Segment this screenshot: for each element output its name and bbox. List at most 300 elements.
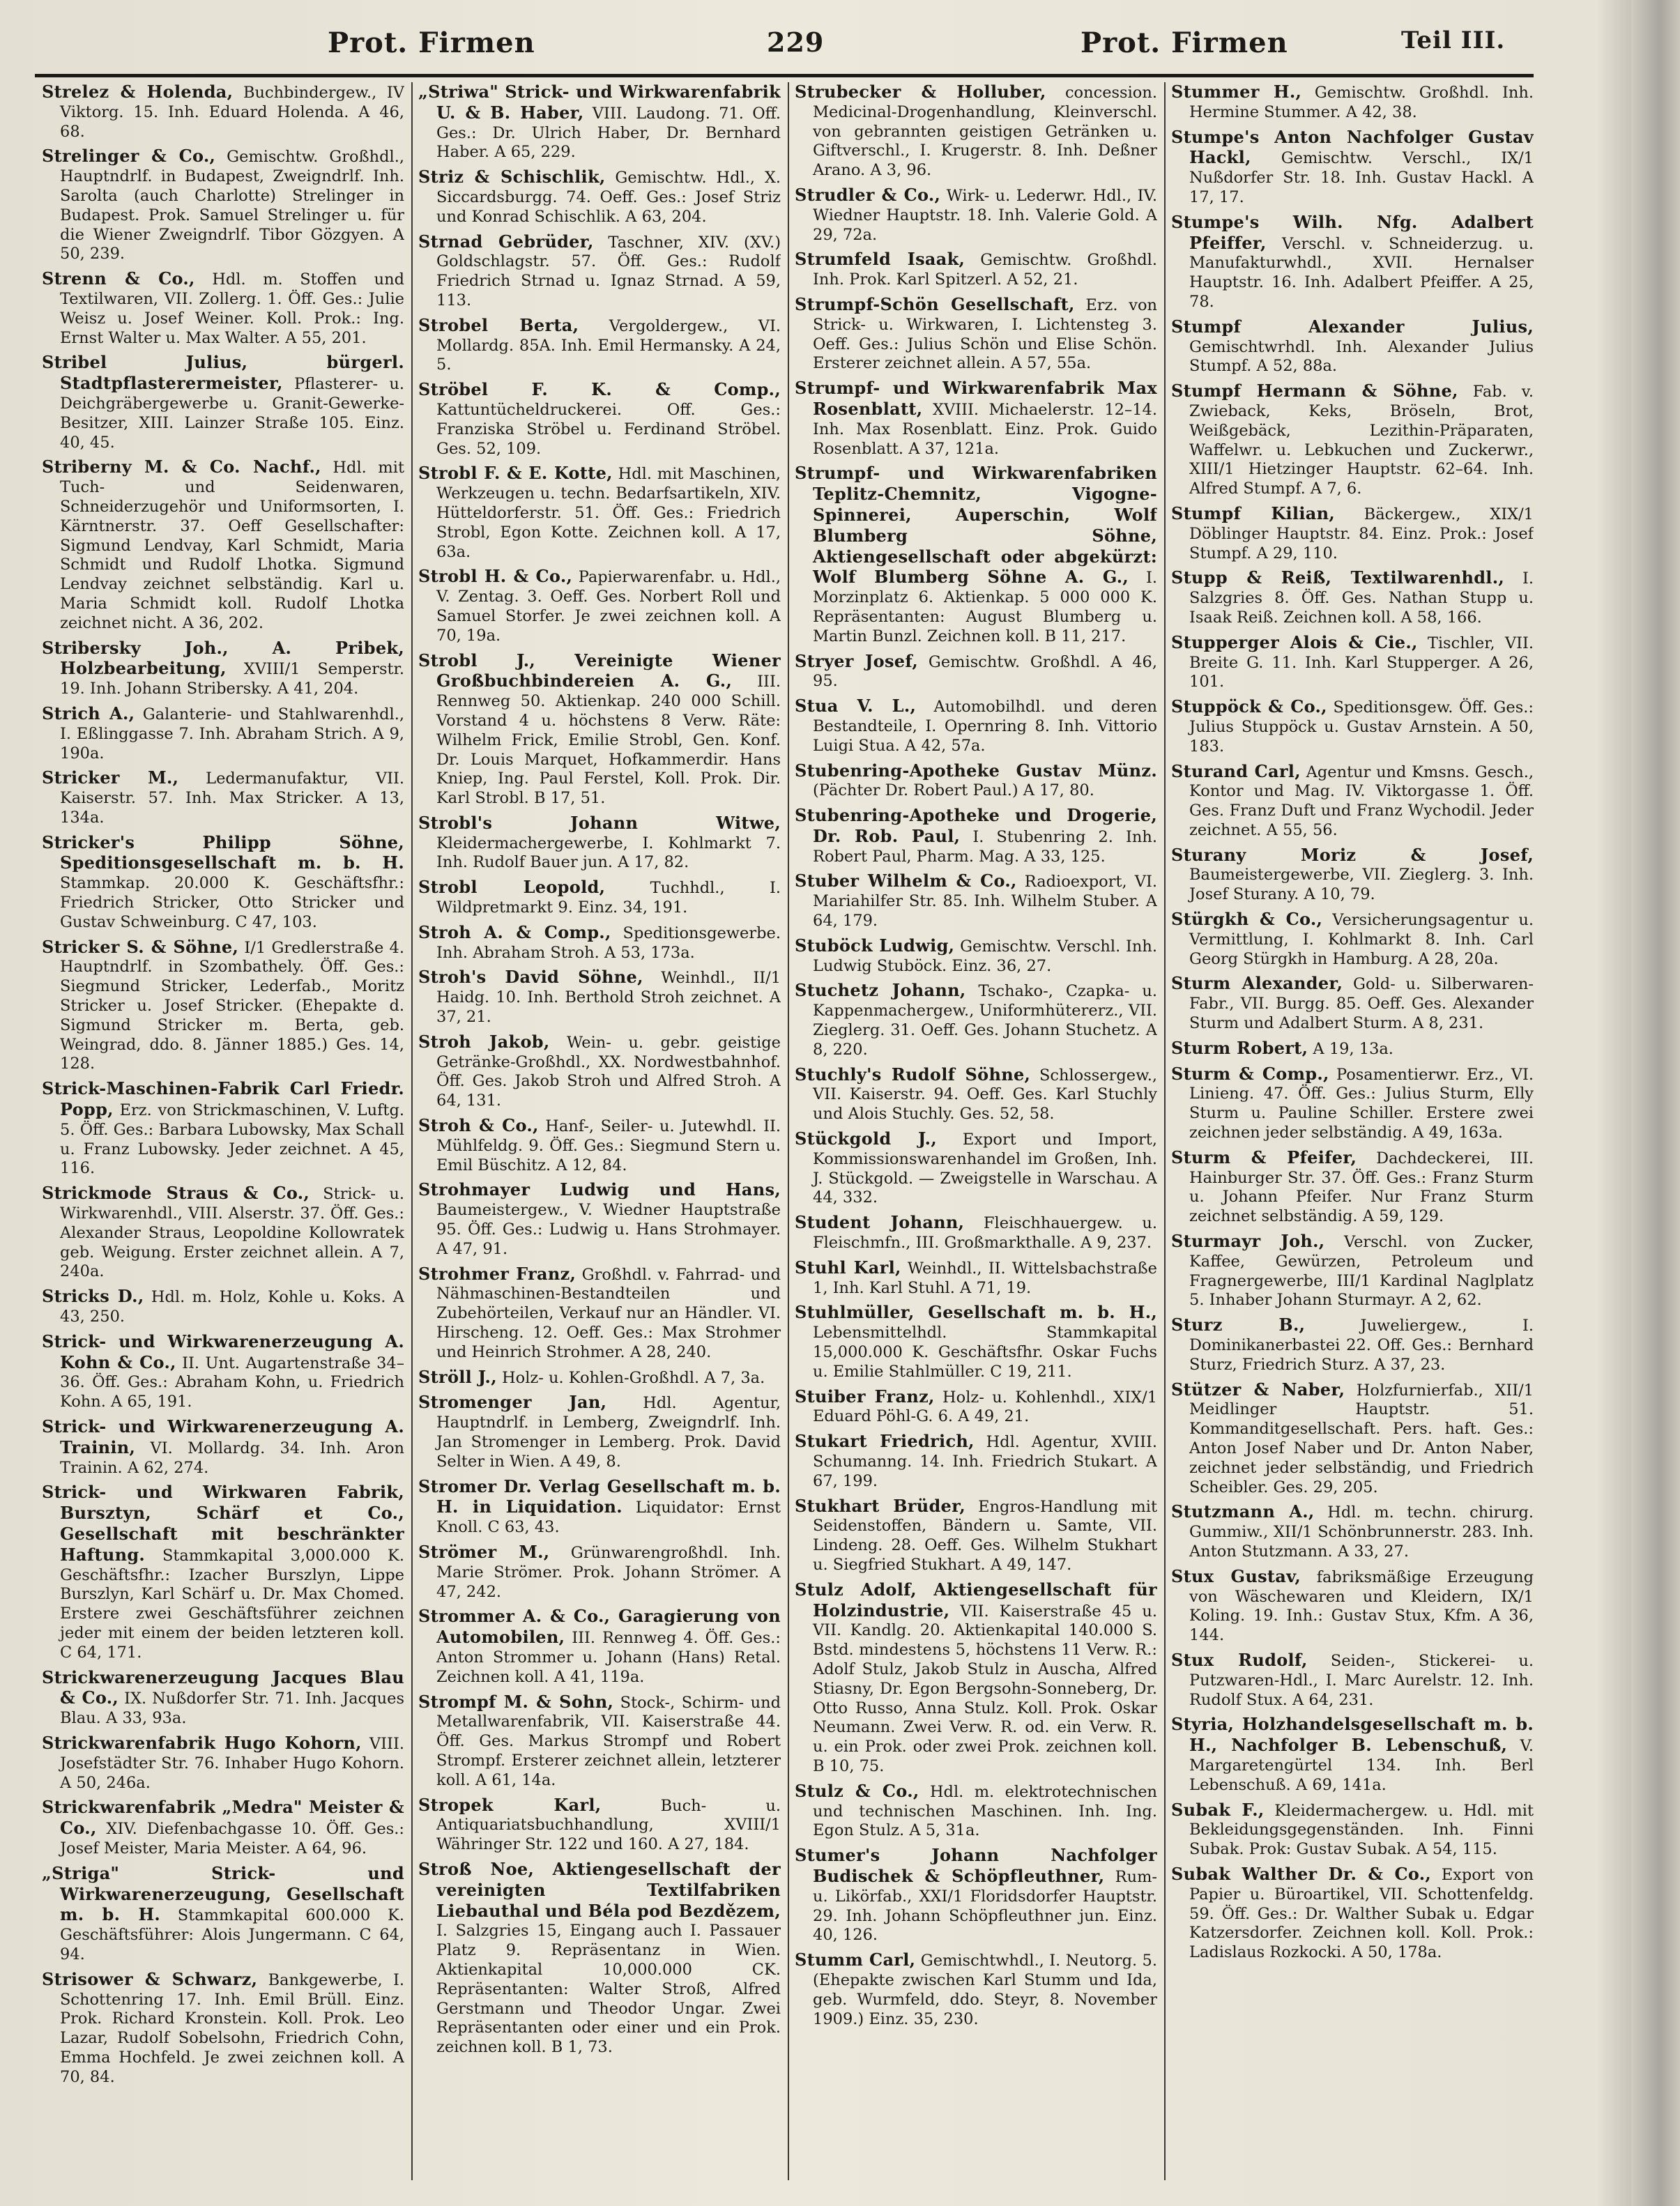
firm-details: Hdl. Agentur, Hauptndrlf. in Lemberg, Zweigndrlf. Inh. Jan Stromenger in Lemberg. Prok. David Selter in Wien. A 49, 8. xyxy=(436,1394,781,1471)
firm-details: Schlossergew., VII. Kaiserstr. 94. Oeff. Ges. Karl Stuchly und Alois Stuchly. Ges. 52, 58. xyxy=(813,1066,1157,1124)
firm-name: „Striwa" Strick- und Wirkwarenfabrik U. & B. Haber, xyxy=(418,82,781,123)
page-number: 229 xyxy=(767,26,825,58)
directory-entry xyxy=(1171,1232,1534,1310)
directory-entry xyxy=(1171,1039,1534,1059)
firm-details: Liquidator: Ernst Knoll. C 63, 43. xyxy=(436,1499,781,1537)
firm-name: Stryer Josef, xyxy=(795,650,919,671)
firm-details: I. Salzgries 15, Eingang auch I. Passauer Platz 9. Repräsentanz in Wien. Aktienkapital 10,000.000 CK. Repräsentanten: Walter Stroß, Alfred Gerstmann und Theodor Ungar. Zwei Repräsentanten oder einer und ein Prok. zeichnen koll. B 1, 73. xyxy=(436,1922,781,2057)
firm-name: Strobl J., Vereinigte Wiener Großbuchbindereien A. G., xyxy=(418,650,781,691)
firm-details: Speditionsgew. Öff. Ges.: Julius Stuppöck u. Gustav Arnstein. A 50, 183. xyxy=(1189,698,1534,756)
firm-name: Strelinger & Co., xyxy=(42,146,216,167)
firm-name: Stroh's David Söhne, xyxy=(418,967,643,988)
directory-entry xyxy=(795,1387,1157,1427)
directory-entry xyxy=(795,1950,1157,2029)
directory-entry xyxy=(42,1417,404,1478)
directory-entry xyxy=(795,250,1157,290)
firm-name: Stummer H., xyxy=(1171,82,1302,102)
firm-name: Stukart Friedrich, xyxy=(795,1431,975,1452)
directory-entry xyxy=(418,464,781,562)
firm-details: VIII. Laudong. 71. Off. Ges.: Dr. Ulrich Haber, Dr. Bernhard Haber. A 65, 229. xyxy=(436,104,781,162)
firm-name: Stulz & Co., xyxy=(795,1780,919,1801)
firm-name: Stroß Noe, Aktiengesellschaft der vereinigten Textilfabriken Liebauthal und Béla pod Bezdězem, xyxy=(418,1858,781,1921)
firm-details: Buch- u. Antiquariatsbuchhandlung, XVIII/1 Währinger Str. 122 und 160. A 27, 184. xyxy=(436,1796,781,1854)
firm-name: Stuiber Franz, xyxy=(795,1386,935,1407)
directory-entry xyxy=(795,464,1157,646)
firm-details: Hdl. m. techn. chirurg. Gummiw., XII/1 Schönbrunnerstr. 283. Inh. Anton Stutzmann. A 33, 27. xyxy=(1189,1503,1534,1561)
firm-name: Strickmode Straus & Co., xyxy=(42,1183,310,1204)
directory-entry xyxy=(42,1970,404,2088)
firm-name: Strich A., xyxy=(42,703,135,723)
firm-name: Strickwarenerzeugung Jacques Blau & Co., xyxy=(42,1667,404,1708)
firm-name: Strohmayer Ludwig und Hans, xyxy=(418,1179,781,1200)
directory-entry xyxy=(795,806,1157,866)
directory-entry xyxy=(42,1864,404,1965)
firm-details: Kleidermachergew. u. Hdl. mit Bekleidungsgegenständen. Inh. Finni Subak. Prok: Gustav Subak. A 54, 115. xyxy=(1189,1801,1534,1859)
firm-details: Engros-Handlung mit Seidenstoffen, Bändern u. Samte, VII. Lindeng. 28. Oeff. Ges. Wilhelm Stukhart u. Siegfried Stukhart. A 49, 147. xyxy=(813,1497,1157,1574)
directory-entry xyxy=(1171,697,1534,756)
directory-entry xyxy=(42,768,404,827)
firm-details: Kattuntücheldruckerei. Off. Ges.: Franziska Ströbel u. Ferdinand Ströbel. Ges. 52, 109. xyxy=(436,400,781,458)
firm-details: Erz. von Strick- u. Wirkwaren, I. Lichtensteg 3. Oeff. Ges.: Julius Schön und Elise Schön. Ersterer zeichnet allein. A 57, 55a. xyxy=(813,296,1157,373)
firm-name: Stumm Carl, xyxy=(795,1950,916,1970)
firm-name: Strick- und Wirkwarenerzeugung A. Trainin, xyxy=(42,1416,404,1457)
firm-name: Stückgold J., xyxy=(795,1128,937,1149)
firm-details: Holzfurnierfab., XII/1 Meidlinger Hauptstr. 51. Kommanditgesellschaft. Pers. haft. Ges.: Anton Josef Naber und Dr. Anton Naber, zeichnet jeder selbständig, und Friedrich Scheibler. Ges. 29, 205. xyxy=(1189,1381,1534,1496)
firm-name: Stupperger Alois & Cie., xyxy=(1171,631,1418,652)
firm-details: concession. Medicinal-Drogenhandlung, Kleinverschl. von gebrannten geistigen Getränken u. Giftverschl., I. Krugerstr. 8. Inh. Deßner Arano. A 3, 96. xyxy=(813,84,1157,180)
firm-name: Stumpf Kilian, xyxy=(1171,503,1335,523)
page-edge xyxy=(1631,0,1680,2206)
directory-entry xyxy=(42,1733,404,1793)
firm-details: Baumeistergew., V. Wiedner Hauptstraße 95. Öff. Ges.: Ludwig u. Hans Strohmayer. A 47, 91. xyxy=(436,1201,781,1258)
column-3 xyxy=(795,82,1157,2180)
directory-entry xyxy=(418,1860,781,2058)
directory-entry xyxy=(795,82,1157,181)
firm-details: Taschner, XIV. (XV.) Goldschlagstr. 57. Öff. Ges.: Rudolf Friedrich Strnad u. Ignaz Strnad. A 59, 113. xyxy=(436,233,781,309)
directory-entry xyxy=(418,167,781,227)
column-2 xyxy=(418,82,781,2180)
firm-name: Strobl F. & E. Kotte, xyxy=(418,463,613,484)
firm-details: Vergoldergew., VI. Mollardg. 85A. Inh. Emil Hermansky. A 24, 5. xyxy=(436,316,781,374)
directory-entry xyxy=(418,967,781,1027)
firm-details: fabriksmäßige Erzeugung von Wäschewaren und Kleidern, IX/1 Koling. 19. Inh.: Gustav Stux, Kfm. A 36, 144. xyxy=(1189,1568,1534,1645)
firm-details: Stock-, Schirm- und Metallwarenfabrik, VII. Kaiserstraße 44. Öff. Ges. Markus Strompf und Robert Strompf. Ersterer zeichnet allein, letzterer koll. A 61, 14a. xyxy=(436,1693,781,1789)
firm-details: Kleidermachergewerbe, I. Kohlmarkt 7. Inh. Rudolf Bauer jun. A 17, 82. xyxy=(436,834,781,872)
firm-details: Gemischtw. Hdl., X. Siccardsburgg. 74. Oeff. Ges.: Josef Striz und Konrad Schischlik. A 63, 204. xyxy=(436,169,781,226)
firm-details: I. Stubenring 2. Inh. Robert Paul, Pharm. Mag. A 33, 125. xyxy=(813,827,1157,866)
firm-details: Export und Import, Kommissionswarenhandel im Großen, Inh. J. Stückgold. — Zweigstelle in Warschau. A 44, 332. xyxy=(813,1131,1157,1207)
firm-name: Stuber Wilhelm & Co., xyxy=(795,871,1017,891)
firm-name: Strenn & Co., xyxy=(42,268,195,289)
firm-name: Stroh Jakob, xyxy=(418,1031,550,1052)
firm-name: Striberny M. & Co. Nachf., xyxy=(42,457,321,477)
directory-entry xyxy=(795,696,1157,756)
firm-name: Sturm Alexander, xyxy=(1171,973,1343,994)
firm-name: Stumpe's Anton Nachfolger Gustav Hackl, xyxy=(1171,126,1534,168)
column-divider xyxy=(788,82,789,2180)
directory-entry xyxy=(418,1393,781,1471)
firm-details: Rum- u. Likörfab., XXI/1 Floridsdorfer Hauptstr. 29. Inh. Johann Schöpfleuthner jun. Einz. 40, 126. xyxy=(813,1867,1157,1945)
firm-name: Stua V. L., xyxy=(795,696,917,717)
directory-entry xyxy=(795,1129,1157,1208)
firm-details: Lebensmittelhdl. Stammkapital 15,000.000 K. Geschäftsfhr. Oskar Fuchs u. Emilie Stahlmüller. C 19, 211. xyxy=(813,1324,1157,1381)
directory-entry xyxy=(795,1065,1157,1124)
firm-name: Strobl H. & Co., xyxy=(418,566,573,587)
directory-entry xyxy=(795,652,1157,692)
firm-details: A 19, 13a. xyxy=(1313,1039,1393,1058)
firm-name: Stubenring-Apotheke Gustav Münz. xyxy=(795,760,1157,781)
directory-entry xyxy=(418,1477,781,1538)
firm-name: Strompf M. & Sohn, xyxy=(418,1691,614,1712)
firm-name: Strumpf-Schön Gesellschaft, xyxy=(795,293,1075,314)
firm-details: Hdl. mit Maschinen, Werkzeugen u. techn. Bedarfsartikeln, XIV. Hütteldorferstr. 51. Öff. Ges.: Friedrich Strobl, Egon Kotte. Zeichnen koll. A 17, 63a. xyxy=(436,465,781,561)
firm-details: Bankgewerbe, I. Schottenring 17. Inh. Emil Brüll. Einz. Prok. Richard Kronstein. Koll. Prok. Leo Lazar, Rudolf Sobelsohn, Friedrich Cohn, Emma Hochfeld. Je zwei zeichnen koll. A 70, 84. xyxy=(60,1970,404,2086)
directory-entry xyxy=(42,269,404,348)
directory-entry xyxy=(42,353,404,452)
firm-name: Strumfeld Isaak, xyxy=(795,249,965,270)
directory-entry xyxy=(42,1483,404,1662)
firm-details: Export von Papier u. Büroartikel, VII. Schottenfeldg. 59. Öff. Ges.: Dr. Walther Subak u. Edgar Katzersdorfer. Zeichnen koll. Koll. Prok.: Ladislaus Rozkocki. A 50, 178a. xyxy=(1189,1865,1534,1962)
directory-entry xyxy=(1171,381,1534,499)
firm-details: I. Morzinplatz 6. Aktienkap. 5 000 000 K. Repräsentanten: August Blumberg u. Martin Bunzl. Zeichnen koll. B 11, 217. xyxy=(813,569,1157,645)
firm-details: (Pächter Dr. Robert Paul.) A 17, 80. xyxy=(813,781,1094,800)
directory-entry xyxy=(1171,974,1534,1033)
directory-entry xyxy=(1171,633,1534,692)
firm-name: Strnad Gebrüder, xyxy=(418,231,594,252)
directory-entry xyxy=(418,316,781,375)
firm-details: Bäckergew., XIX/1 Döblinger Hauptstr. 84. Einz. Prok.: Josef Stumpf. A 29, 110. xyxy=(1189,505,1534,562)
firm-details: Tischler, VII. Breite G. 11. Inh. Karl Stupperger. A 26, 101. xyxy=(1189,634,1534,691)
firm-name: Strick-Maschinen-Fabrik Carl Friedr. Popp, xyxy=(42,1078,404,1120)
directory-entry xyxy=(1171,762,1534,841)
directory-entry xyxy=(42,937,404,1075)
directory-entry xyxy=(418,1795,781,1855)
directory-entry xyxy=(795,761,1157,802)
firm-details: I. Salzgries 8. Öff. Ges. Nathan Stupp u. Isaak Reiß. Zeichnen koll. A 58, 166. xyxy=(1189,569,1534,627)
directory-entry xyxy=(418,1368,781,1388)
firm-details: Gemischtw. Großhdl. A 46, 95. xyxy=(813,652,1157,691)
firm-details: Gemischtw. Verschl. Inh. Ludwig Stuböck. Einz. 36, 27. xyxy=(813,937,1157,975)
directory-entry xyxy=(1171,1315,1534,1374)
firm-name: Stricker S. & Söhne, xyxy=(42,936,239,957)
firm-details: Hdl. m. elektrotechnischen und technischen Maschinen. Inh. Ing. Egon Stulz. A 5, 31a. xyxy=(813,1782,1157,1840)
firm-details: Strick- u. Wirkwarenhdl., VIII. Alserstr. 37. Öff. Ges.: Alexander Straus, Leopoldine Kollowratek geb. Weigung. Erster zeichnet allein. A 7, 240a. xyxy=(60,1185,404,1281)
directory-entry xyxy=(795,1432,1157,1491)
firm-details: XVIII. Michaelerstr. 12–14. Inh. Max Rosenblatt. Einz. Prok. Guido Rosenblatt. A 37, 121a. xyxy=(813,400,1157,458)
directory-entry xyxy=(795,1303,1157,1381)
header-left-title: Prot. Firmen xyxy=(328,26,535,59)
directory-entry xyxy=(418,232,781,311)
firm-details: Gemischtw. Großhdl., Hauptndrlf. in Budapest, Zweigndrlf. Inh. Sarolta (auch Charlotte) Strelinger in Budapest. Prok. Samuel Strelinger u. für die Wiener Zweigndrlf. Tibor Gözgyen. A 50, 239. xyxy=(60,148,404,263)
directory-entry xyxy=(418,1692,781,1791)
firm-details: Weinhdl., II/1 Haidg. 10. Inh. Berthold Stroh zeichnet. A 37, 21. xyxy=(436,969,781,1027)
directory-entry xyxy=(1171,82,1534,123)
firm-name: Stromer Dr. Verlag Gesellschaft m. b. H. in Liquidation. xyxy=(418,1476,781,1517)
firm-name: Stricks D., xyxy=(42,1286,144,1307)
firm-details: Hdl. Agentur, XVIII. Schumanng. 14. Inh. Friedrich Stukart. A 67, 199. xyxy=(813,1433,1157,1490)
firm-name: Student Johann, xyxy=(795,1212,965,1233)
directory-entry xyxy=(418,1032,781,1111)
firm-name: Stribersky Joh., A. Pribek, Holzbearbeitung, xyxy=(42,637,404,679)
firm-name: Sturmayr Joh., xyxy=(1171,1231,1325,1252)
firm-details: Erz. von Strickmaschinen, V. Luftg. 5. Öff. Ges.: Barbara Lubowsky, Max Schall u. Franz Lubowsky. Jeder zeichnet. A 45, 116. xyxy=(60,1101,404,1178)
firm-details: III. Rennweg 4. Öff. Ges.: Anton Strommer u. Johann (Hans) Retal. Zeichnen koll. A 41, 119a. xyxy=(436,1629,781,1686)
firm-details: Stammkapital 3,000.000 K. Geschäftsfhr.: Izacher Burszlyn, Lippe Burszlyn, Karl Schärf u. Dr. Max Chomed. Erstere zwei Geschäftsführer zeichnen jeder mit einem der beiden letzteren koll. C 64, 171. xyxy=(60,1546,404,1662)
header-right-title: Prot. Firmen xyxy=(1080,26,1288,59)
directory-entry xyxy=(42,1332,404,1412)
directory-entry xyxy=(1171,504,1534,563)
directory-entry xyxy=(418,567,781,645)
firm-name: Stropek Karl, xyxy=(418,1794,602,1815)
directory-entry xyxy=(1171,1148,1534,1227)
directory-entry xyxy=(1171,1567,1534,1646)
firm-details: Fab. v. Zwieback, Keks, Bröseln, Brot, Weißgebäck, Lezithin-Präparaten, Waffelwr. u. Lebkuchen und Zuckerwr., XIII/1 Hietzinger Hauptstr. 62–64. Inh. Alfred Stumpf. A 7, 6. xyxy=(1189,383,1534,498)
firm-name: Subak Walther Dr. & Co., xyxy=(1171,1863,1432,1884)
directory-entry xyxy=(1171,317,1534,376)
firm-details: I/1 Gredlerstraße 4. Hauptndrlf. in Szombathely. Öff. Ges.: Siegmund Stricker, Lederfab., Moritz Stricker u. Josef Stricker. (Ehepakte d. Sigmund Stricker m. Berta, geb. Weingrad, ddo. 8. Jänner 1885.) Ges. 14, 128. xyxy=(60,938,404,1073)
firm-details: XIV. Diefenbachgasse 10. Öff. Ges.: Josef Meister, Maria Meister. A 64, 96. xyxy=(60,1820,404,1858)
directory-entry xyxy=(795,295,1157,374)
firm-details: Großhdl. v. Fahrrad- und Nähmaschinen-Bestandteilen und Zubehörteilen, Verkauf nur an Händler. VI. Hirscheng. 12. Oeff. Ges.: Max Strohmer und Heinrich Strohmer. A 28, 240. xyxy=(436,1265,781,1361)
firm-details: Gemischtw. Großhdl. Inh. Hermine Stummer. A 42, 38. xyxy=(1189,84,1534,121)
directory-entry xyxy=(795,1846,1157,1945)
column-divider xyxy=(411,82,413,2180)
firm-name: Strick- und Wirkwaren Fabrik, Bursztyn, Schärf et Co., Gesellschaft mit beschränkter Haftung. xyxy=(42,1482,404,1565)
firm-details: Agentur und Kmsns. Gesch., Kontor und Mag. IV. Viktorgasse 1. Öff. Ges. Franz Duft und Franz Wychodil. Jeder zeichnet. A 55, 56. xyxy=(1189,763,1534,839)
directory-entry xyxy=(795,185,1157,245)
firm-name: Strelez & Holenda, xyxy=(42,82,234,102)
firm-details: Verschl. von Zucker, Kaffee, Gewürzen, Petroleum und Fragnergewerbe, III/1 Kardinal Naglplatz 5. Inhaber Johann Sturmayr. A 2, 62. xyxy=(1189,1233,1534,1310)
firm-details: Automobilhdl. und deren Bestandteile, I. Opernring 8. Inh. Vittorio Luigi Stua. A 42, 57a. xyxy=(813,698,1157,755)
firm-details: Wein- u. gebr. geistige Getränke-Großhdl., XX. Nordwestbahnhof. Öff. Ges. Jakob Stroh und Alfred Stroh. A 64, 131. xyxy=(436,1033,781,1110)
directory-entry xyxy=(795,378,1157,459)
directory-entry xyxy=(795,1496,1157,1575)
firm-name: Ströll J., xyxy=(418,1366,497,1387)
directory-entry xyxy=(795,981,1157,1059)
directory-entry xyxy=(418,878,781,918)
firm-details: XVIII/1 Semperstr. 19. Inh. Johann Stribersky. A 41, 204. xyxy=(60,660,404,698)
firm-name: Stromenger Jan, xyxy=(418,1392,607,1413)
directory-entry xyxy=(418,1542,781,1602)
firm-details: Gold- u. Silberwaren-Fabr., VII. Burgg. 85. Oeff. Ges. Alexander Sturm und Adalbert Sturm. A 8, 231. xyxy=(1189,975,1534,1033)
directory-entry xyxy=(1171,213,1534,312)
firm-details: Gemischtwhdl., I. Neutorg. 5. (Ehepakte zwischen Karl Stumm und Ida, geb. Wurmfeld, ddo. Steyr, 8. November 1909.) Einz. 35, 230. xyxy=(813,1952,1157,2028)
firm-name: Stumpe's Wilh. Nfg. Adalbert Pfeiffer, xyxy=(1171,211,1534,253)
firm-name: Stuchetz Johann, xyxy=(795,980,966,1001)
firm-details: Weinhdl., II. Wittelsbachstraße 1, Inh. Karl Stuhl. A 71, 19. xyxy=(813,1259,1157,1297)
column-1 xyxy=(42,82,404,2180)
firm-details: Stammkap. 20.000 K. Geschäftsfhr.: Friedrich Stricker, Otto Stricker und Gustav Schweinburg. C 47, 103. xyxy=(60,874,404,931)
firm-name: Stupp & Reiß, Textilwarenhdl., xyxy=(1171,567,1505,588)
directory-entry xyxy=(1171,1064,1534,1143)
directory-entry xyxy=(1171,1800,1534,1860)
firm-name: Stux Gustav, xyxy=(1171,1565,1301,1586)
firm-details: Hanf-, Seiler- u. Jutewhdl. II. Mühlfeldg. 9. Öff. Ges.: Siegmund Stern u. Emil Büschitz. A 12, 84. xyxy=(436,1117,781,1174)
directory-entry xyxy=(1171,845,1534,905)
firm-details: V. Margaretengürtel 134. Inh. Berl Lebenschuß. A 69, 141a. xyxy=(1189,1737,1534,1794)
directory-entry xyxy=(42,704,404,763)
firm-name: Strubecker & Holluber, xyxy=(795,82,1046,102)
firm-name: Strömer M., xyxy=(418,1541,550,1562)
firm-details: Holz- u. Kohlenhdl., XIX/1 Eduard Pöhl-G. 6. A 49, 21. xyxy=(813,1388,1157,1426)
firm-name: Stumpf Alexander Julius, xyxy=(1171,316,1534,337)
firm-name: Sturand Carl, xyxy=(1171,760,1301,781)
column-4 xyxy=(1171,82,1534,2180)
directory-entry xyxy=(42,1079,404,1179)
header-rule xyxy=(35,74,1534,77)
firm-details: Versicherungsagentur u. Vermittlung, I. Kohlmarkt 8. Inh. Carl Georg Stürgkh in Hamburg. A 28, 20a. xyxy=(1189,911,1534,968)
firm-name: Stricker M., xyxy=(42,767,179,788)
firm-name: Sturm Robert, xyxy=(1171,1037,1308,1058)
firm-name: Stulz Adolf, Aktiengesellschaft für Holzindustrie, xyxy=(795,1579,1157,1621)
directory-entry xyxy=(418,380,781,459)
firm-details: Ledermanufaktur, VII. Kaiserstr. 57. Inh. Max Stricker. A 13, 134a. xyxy=(60,769,404,827)
firm-details: Seiden-, Stickerei- u. Putzwaren-Hdl., I. Marc Aurelstr. 12. Inh. Rudolf Stux. A 64, 231. xyxy=(1189,1651,1534,1709)
firm-name: Stubenring-Apotheke und Drogerie, Dr. Rob. Paul, xyxy=(795,805,1157,846)
firm-details: Gemischtw. Großhdl. Inh. Prok. Karl Spitzerl. A 52, 21. xyxy=(813,251,1157,289)
firm-name: Subak F., xyxy=(1171,1799,1265,1820)
firm-details: Wirk- u. Lederwr. Hdl., IV. Wiedner Hauptstr. 18. Inh. Valerie Gold. A 29, 72a. xyxy=(813,186,1157,244)
firm-name: Strudler & Co., xyxy=(795,184,941,205)
firm-details: Pflasterer- u. Deichgräbergewerbe u. Granit-Gewerke-Besitzer, XIII. Lainzer Straße 105. Einz. 40, 45. xyxy=(60,375,404,452)
firm-details: Radioexport, VI. Mariahilfer Str. 85. Inh. Wilhelm Stuber. A 64, 179. xyxy=(813,873,1157,930)
firm-name: Strohmer Franz, xyxy=(418,1263,576,1284)
firm-details: Hdl. m. Stoffen und Textilwaren, VII. Zollerg. 1. Öff. Ges.: Julie Weisz u. Josef Weiner. Koll. Prok.: Ing. Ernst Walter u. Max Walter. A 55, 201. xyxy=(60,270,404,347)
directory-entry xyxy=(42,1184,404,1282)
firm-name: Stumpf Hermann & Söhne, xyxy=(1171,381,1458,401)
firm-name: Strommer A. & Co., Garagierung von Automobilen, xyxy=(418,1606,781,1648)
firm-details: Tuchhdl., I. Wildpretmarkt 9. Einz. 34, 191. xyxy=(436,879,781,917)
firm-name: „Striga" Strick- und Wirkwarenerzeugung, Gesellschaft m. b. H. xyxy=(42,1862,404,1925)
directory-entry xyxy=(795,1782,1157,1841)
directory-entry xyxy=(42,146,404,264)
firm-name: Sturm & Comp., xyxy=(1171,1063,1329,1084)
firm-name: Strumpf- und Wirkwarenfabrik Max Rosenblatt, xyxy=(795,378,1157,419)
firm-details: Gemischtw. Verschl., IX/1 Nußdorfer Str. 18. Inh. Gustav Hackl. A 17, 17. xyxy=(1189,149,1534,206)
firm-name: Strobel Berta, xyxy=(418,314,579,335)
firm-name: Strick- und Wirkwarenerzeugung A. Kohn & Co., xyxy=(42,1331,404,1372)
firm-details: Hdl. mit Tuch- und Seidenwaren, Schneiderzugehör und Uniformsorten, I. Kärntnerstr. 37. Oeff Gesellschafter: Sigmund Lendvay, Karl Schmidt, Maria Schmidt und Rudolf Lhotka. Sigmund Lendvay zeichnet selbständig. Karl u. Maria Schmidt koll. Rudolf Lhotka zeichnet nicht. A 36, 202. xyxy=(60,459,404,632)
firm-name: Strumpf- und Wirkwarenfabriken Teplitz-Chemnitz, Vigogne-Spinnerei, Auperschin, Wolf Blumberg Söhne, Aktiengesellschaft oder abgekürzt: Wolf Blumberg Söhne A. G., xyxy=(795,463,1157,588)
directory-entry xyxy=(418,813,781,873)
firm-name: Strickwarenfabrik „Medra" Meister & Co., xyxy=(42,1797,404,1839)
directory-entry xyxy=(418,651,781,809)
firm-details: Papierwarenfabr. u. Hdl., V. Zentag. 3. Oeff. Ges. Norbert Roll und Samuel Storfer. Je zwei zeichnen koll. A 70, 19a. xyxy=(436,568,781,645)
firm-name: Stukhart Brüder, xyxy=(795,1495,965,1516)
directory-entry xyxy=(795,1580,1157,1777)
firm-name: Stuhlmüller, Gesellschaft m. b. H., xyxy=(795,1302,1157,1323)
directory-entry xyxy=(1171,1715,1534,1795)
directory-entry xyxy=(418,1607,781,1687)
firm-details: II. Unt. Augartenstraße 34–36. Öff. Ges.: Abraham Kohn, u. Friedrich Kohn. A 65, 191. xyxy=(60,1354,404,1411)
directory-entry xyxy=(1171,1864,1534,1963)
directory-entry xyxy=(42,638,404,699)
firm-details: Hdl. m. Holz, Kohle u. Koks. A 43, 250. xyxy=(60,1288,404,1326)
directory-entry xyxy=(418,923,781,963)
firm-name: Strobl's Johann Witwe, xyxy=(418,812,781,833)
directory-entry xyxy=(418,1180,781,1259)
firm-name: Stroh & Co., xyxy=(418,1115,539,1136)
directory-entry xyxy=(42,1798,404,1858)
firm-details: Baumeistergewerbe, VII. Zieglerg. 3. Inh. Josef Sturany. A 10, 79. xyxy=(1189,866,1534,904)
directory-entry xyxy=(1171,568,1534,627)
firm-name: Stuböck Ludwig, xyxy=(795,935,955,956)
firm-details: Posamentierwr. Erz., VI. Linieng. 47. Öff. Ges.: Julius Sturm, Elly Sturm u. Pauline Schiller. Erstere zwei zeichnen jeder selbständig. A 49, 163a. xyxy=(1189,1065,1534,1142)
directory-entry xyxy=(418,1264,781,1363)
firm-details: III. Rennweg 50. Aktienkap. 240 000 Schill. Vorstand 4 u. höchstens 8 Verw. Räte: Wilhelm Frick, Emilie Strobl, Gen. Konf. Dr. Louis Marquet, Hofkammerdir. Hans Kniep, Ing. Paul Ferstel, Koll. Prok. Dir. Karl Strobl. B 17, 51. xyxy=(436,673,781,808)
firm-name: Strickwarenfabrik Hugo Kohorn, xyxy=(42,1732,362,1753)
columns xyxy=(42,82,1534,2180)
directory-entry xyxy=(795,1258,1157,1299)
firm-name: Stricker's Philipp Söhne, Speditionsgesellschaft m. b. H. xyxy=(42,832,404,873)
firm-name: Stutzmann A., xyxy=(1171,1501,1315,1522)
firm-name: Stuhl Karl, xyxy=(795,1257,901,1278)
directory-entry xyxy=(42,1668,404,1729)
firm-name: Sturz B., xyxy=(1171,1315,1306,1335)
firm-name: Strisower & Schwarz, xyxy=(42,1968,258,1989)
firm-details: Speditionsgewerbe. Inh. Abraham Stroh. A 53, 173a. xyxy=(436,924,781,962)
column-divider xyxy=(1164,82,1166,2180)
firm-details: Holz- u. Kohlen-Großhdl. A 7, 3a. xyxy=(502,1368,765,1387)
firm-name: Stürgkh & Co., xyxy=(1171,909,1323,930)
firm-details: Fleischhauergew. u. Fleischmfn., III. Großmarkthalle. A 9, 237. xyxy=(813,1214,1157,1253)
firm-name: Striz & Schischlik, xyxy=(418,167,606,187)
firm-details: VIII. Josefstädter Str. 76. Inhaber Hugo Kohorn. A 50, 246a. xyxy=(60,1734,404,1792)
firm-name: Stribel Julius, bürgerl. Stadtpflasterermeister, xyxy=(42,352,404,394)
directory-entry xyxy=(418,82,781,162)
firm-name: Stumer's Johann Nachfolger Budischek & Schöpfleuthner, xyxy=(795,1845,1157,1886)
firm-details: Stammkapital 600.000 K. Geschäftsführer: Alois Jungermann. C 64, 94. xyxy=(60,1906,404,1963)
directory-entry xyxy=(1171,1380,1534,1498)
firm-details: Grünwarengroßhdl. Inh. Marie Strömer. Prok. Johann Strömer. A 47, 242. xyxy=(436,1543,781,1601)
directory-entry xyxy=(42,1287,404,1327)
directory-entry xyxy=(1171,910,1534,969)
firm-details: Verschl. v. Schneiderzug. u. Manufakturwhdl., XVII. Hernalser Hauptstr. 16. Inh. Adalbert Pfeiffer. A 25, 78. xyxy=(1189,234,1534,311)
firm-name: Sturm & Pfeifer, xyxy=(1171,1147,1357,1167)
firm-details: Galanterie- und Stahlwarenhdl., I. Eßlinggasse 7. Inh. Abraham Strich. A 9, 190a. xyxy=(60,705,404,763)
directory-entry xyxy=(418,1116,781,1175)
firm-name: Strobl Leopold, xyxy=(418,877,606,898)
firm-name: Stuchly's Rudolf Söhne, xyxy=(795,1064,1031,1085)
firm-name: Stützer & Naber, xyxy=(1171,1379,1345,1400)
directory-entry xyxy=(1171,1502,1534,1561)
header-part: Teil III. xyxy=(1401,26,1506,54)
firm-name: Stuppöck & Co., xyxy=(1171,696,1327,717)
directory-entry xyxy=(42,82,404,141)
firm-details: Gemischtwrhdl. Inh. Alexander Julius Stumpf. A 52, 88a. xyxy=(1189,337,1534,376)
firm-name: Styria, Holzhandelsgesellschaft m. b. H., Nachfolger B. Lebenschuß, xyxy=(1171,1714,1534,1756)
directory-entry xyxy=(1171,128,1534,208)
firm-name: Sturany Moriz & Josef, xyxy=(1171,844,1534,865)
directory-entry xyxy=(795,871,1157,930)
firm-details: Tschako-, Czapka- u. Kappenmachergew., Uniformhütererz., VII. Zieglerg. 31. Oeff. Ges. Johann Stuchetz. A 8, 220. xyxy=(813,982,1157,1059)
directory-entry xyxy=(795,936,1157,976)
directory-entry xyxy=(795,1213,1157,1253)
firm-details: VI. Mollardg. 34. Inh. Aron Trainin. A 62, 274. xyxy=(60,1439,404,1477)
firm-details: Juweliergew., I. Dominikanerbastei 22. Off. Ges.: Bernhard Sturz, Friedrich Sturz. A 37, 23. xyxy=(1189,1317,1534,1374)
firm-details: IX. Nußdorfer Str. 71. Inh. Jacques Blau. A 33, 93a. xyxy=(60,1690,404,1728)
directory-entry xyxy=(42,457,404,633)
firm-name: Stux Rudolf, xyxy=(1171,1649,1308,1670)
directory-entry xyxy=(42,833,404,933)
directory-entry xyxy=(1171,1650,1534,1710)
page-header xyxy=(35,20,1534,70)
firm-details: Buchbindergew., IV Viktorg. 15. Inh. Eduard Holenda. A 46, 68. xyxy=(60,84,404,141)
firm-details: Dachdeckerei, III. Hainburger Str. 37. Öff. Ges.: Franz Sturm u. Johann Pfeifer. Nur Franz Sturm zeichnet selbständig. A 59, 129. xyxy=(1189,1149,1534,1226)
firm-name: Ströbel F. K. & Comp., xyxy=(418,379,781,400)
firm-name: Stroh A. & Comp., xyxy=(418,921,611,942)
firm-details: VII. Kaiserstraße 45 u. VII. Kandlg. 20. Aktienkapital 140.000 S. Bstd. mindestens 5, höchstens 11 Verw. R.: Adolf Stulz, Jakob Stulz in Auscha, Alfred Stiasny, Dr. Egon Bergsohn-Sonneberg, Dr. Otto Russo, Anna Stulz. Koll. Prok. Oskar Neumann. Zwei Verw. R. od. ein Verw. R. u. ein Prok. oder zwei Prok. zeichnen koll. B 10, 75. xyxy=(813,1602,1157,1775)
